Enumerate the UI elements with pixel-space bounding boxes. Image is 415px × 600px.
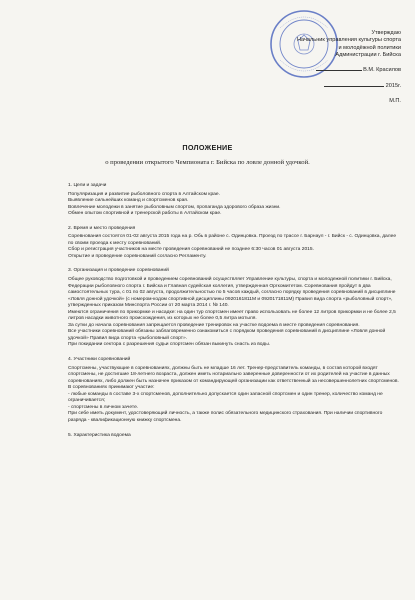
section-time-place [68,226,402,261]
paragraph: При себе иметь документ, удостоверяющий личность, а также полис обязательного медицинского страхования. При наличии спортивного разряда - квалификационную книжку спортсмена. [68,411,383,423]
approval-date: 2015г. [385,83,401,90]
document-body [68,183,402,447]
section-heading: 4. Участники соревнований [68,357,131,363]
paragraph: Популяризация и развитие рыболовного спорта в Алтайском крае. [68,191,220,197]
document-title: ПОЛОЖЕНИЕ [182,143,233,152]
section-participants [68,357,402,424]
paragraph: Имеются ограничения по прикормке и насадке: на один тур спортсмен имеет право использовать не более 12 литров прикормки и не более 2,5 литров насадки животного происхождения, из которых не более 0,5 литра мотыля. [68,309,396,322]
section-goals [68,183,402,218]
paragraph: При покидании сектора с разрешения судьи спортсмен обязан выкинуть снасть из воды. [68,342,271,348]
document-subtitle: о проведении открытого Чемпионата г. Бийска по ловле донной удочкой. [105,159,310,166]
section-heading: 5. Характеристика водоема [68,432,131,438]
approval-signer: В.М. Красилов [363,67,401,74]
paragraph: Выявление сильнейших команд и спортсменов края. [68,198,189,204]
paragraph: Вовлечение молодежи в занятие рыболовным спортом, пропаганда здорового образа жизни. [68,204,281,210]
paragraph: Обмен опытом спортивной и тренерской работы в Алтайском крае. [68,211,222,217]
section-organization [68,268,402,349]
approval-block [251,30,401,105]
section-heading: 1. Цели и задачи [68,183,107,188]
paragraph: В соревнованиях принимают участие: [68,385,155,391]
section-water-body [68,433,402,440]
paragraph: - спортсмены в личном зачете. [68,404,139,410]
approval-line: и молодёжной политики [338,44,401,51]
stamp-mark: М.П. [389,97,401,104]
paragraph: Спортсмены, участвующие в соревнованиях, должны быть не младше 16 лет. Тренер-представитель команды, в состав которой входят спортсмены, не достигшие 18-летнего возраста, должен иметь нотариально заверенные доверенности от их родителей на участие в данных соревнованиях, либо должен быть назначен приказом от командирующей организации как ответственный за несовершеннолетних спортсменов. [68,365,399,384]
paragraph: Общее руководство подготовкой и проведением соревнований осуществляет Управление культуры, спорта и молодежной политики г. Бийска, Федерации рыболовного спорта г. Бийска и Главная судейская коллегия, утвержденная Оргкомитетом. Соревнования пройдут в два самостоятельных тура, с 01 по 02 августа, продолжительностью по 5 часов каждый, согласно порядку проведения соревнований в дисциплине «Ловля донной удочкой» (с номером-кодом спортивной дисциплины 0920161811М и 0920171811М) Правил вида спорта «рыболовный спорт», утвержденных приказом Минспорта России от 20 марта 2014 г. № 140. [68,277,396,309]
paragraph: Сбор и регистрация участников на месте проведения соревнований не позднее 6:30 часов 01 августа 2015. [68,247,314,253]
section-heading: 2. Время и место проведения [68,225,136,231]
approval-line: Начальник управления культуры спорта [296,37,401,44]
section-heading: 3. Организация и проведение соревнований [68,268,169,274]
paragraph: Все участники соревнований обязаны заблаговременно ознакомиться с порядком проведения соревнований в дисциплине «Ловля донной удочкой» Правил вида спорта «рыболовный спорт». [68,329,386,341]
paragraph: Соревнования состоятся 01-02 августа 2015 года на р. Обь в районе с. Одинцовка. Проезд по трассе г. Барнаул - г. Бийск - с. Одинцовка, далее по своим проезда к месту соревнований. [68,234,397,246]
approval-line: Администрации г. Бийска [335,51,401,58]
paragraph: - любые команды в составе 3-х спортсменов, дополнительно допускается один запасной спортсмен и один тренер, количество команд не ограничивается; [68,391,383,404]
approval-title: Утверждаю [371,30,401,36]
paragraph: Открытие и проведение соревнований согласно Регламенту. [68,253,207,259]
paragraph: За сутки до начала соревнования запрещается проведение тренировок на участке водоема в месте проведения соревнования. [68,322,360,328]
